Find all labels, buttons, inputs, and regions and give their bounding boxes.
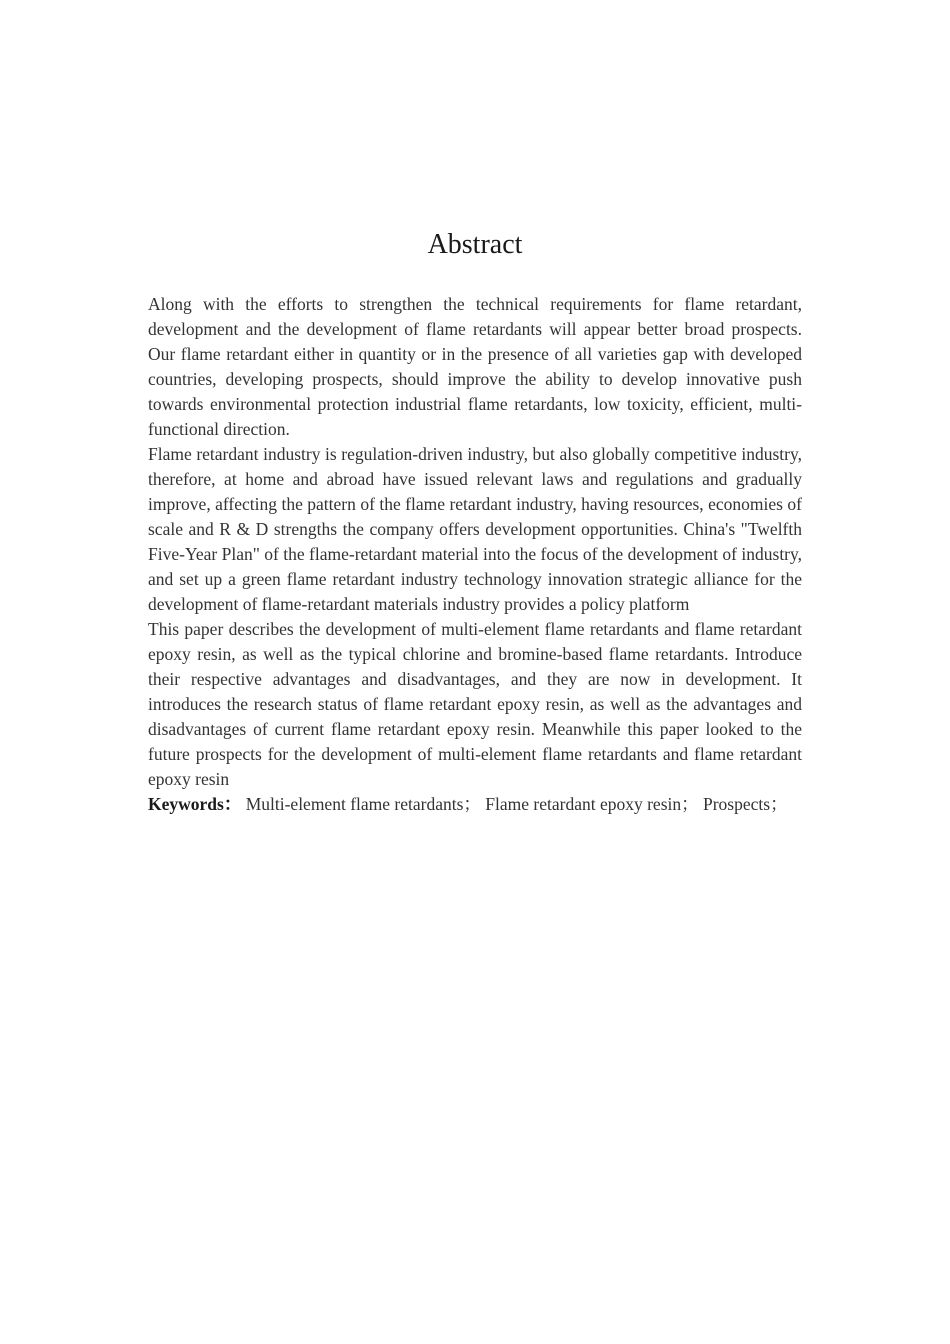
keyword-item: Flame retardant epoxy resin； [485,794,699,814]
abstract-paragraph-1: Along with the efforts to strengthen the technical requirements for flame retardant, development and the development of flame retardants will appear better broad prospects. Our flame retardant either in quantity or in the presence of all varieties gap with developed countries, developing prospects, should improve the ability to develop innovative push towards environmental protection industrial flame retardants, low toxicity, efficient, multi-functional direction. [148,294,802,439]
keywords-line [148,792,802,817]
keywords-label: Keywords： [148,794,242,814]
abstract-paragraph-3: This paper describes the development of multi-element flame retardants and flame retardant epoxy resin, as well as the typical chlorine and bromine-based flame retardants. Introduce their respective advantages and disadvantages, and they are now in development. It introduces the research status of flame retardant epoxy resin, as well as the advantages and disadvantages of current flame retardant epoxy resin. Meanwhile this paper looked to the future prospects for the development of multi-element flame retardants and flame retardant epoxy resin [148,619,802,789]
keyword-item: Prospects； [703,794,788,814]
abstract-paragraph-2: Flame retardant industry is regulation-driven industry, but also globally competitive industry, therefore, at home and abroad have issued relevant laws and regulations and gradually improve, affecting the pattern of the flame retardant industry, having resources, economies of scale and R & D strengths the company offers development opportunities. China's "Twelfth Five-Year Plan" of the flame-retardant material into the focus of the development of industry, and set up a green flame retardant industry technology innovation strategic alliance for the development of flame-retardant materials industry provides a policy platform [148,444,802,614]
abstract-title: Abstract [427,229,523,260]
abstract-body [148,292,802,817]
keyword-item: Multi-element flame retardants； [245,794,481,814]
